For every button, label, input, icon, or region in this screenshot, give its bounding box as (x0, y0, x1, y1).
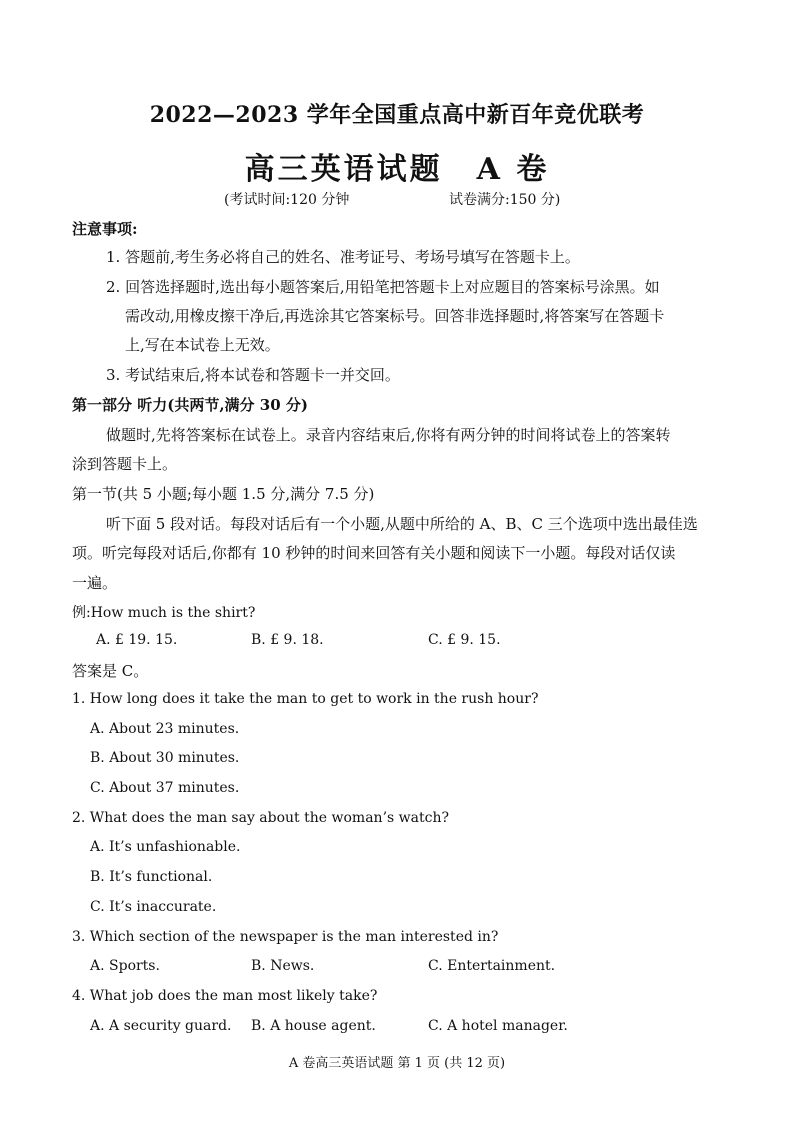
exam-title: 2022—2023 学年全国重点高中新百年竞优联考 (149, 102, 645, 128)
question-3-stem: 3. Which section of the newspaper is the man interested in? (72, 929, 499, 945)
question-2-option-a: A. It’s unfashionable. (90, 839, 241, 855)
question-3-option-c: C. Entertainment. (428, 958, 556, 974)
section1-line-3: 一遍。 (72, 574, 118, 592)
question-4-option-a: A. A security guard. (90, 1018, 232, 1034)
question-1-option-a: A. About 23 minutes. (90, 721, 240, 737)
section1-line-2: 项。听完每段对话后,你都有 10 秒钟的时间来回答有关小题和阅读下一小题。每段对话仅读 (72, 544, 676, 562)
full-score: 试卷满分:150 分) (449, 192, 561, 208)
question-2-option-b: B. It’s functional. (90, 869, 213, 885)
part1-heading: 第一部分 听力(共两节,满分 30 分) (72, 396, 308, 414)
question-1-option-b: B. About 30 minutes. (90, 750, 240, 766)
example-option-c: C. £ 9. 15. (428, 632, 501, 648)
paper-title (0, 144, 794, 188)
notice-heading: 注意事项: (72, 220, 138, 238)
question-2-option-c: C. It’s inaccurate. (90, 899, 217, 915)
question-3-option-b: B. News. (251, 958, 315, 974)
question-4-option-c: C. A hotel manager. (428, 1018, 568, 1034)
part1-instruction-line-1: 做题时,先将答案标在试卷上。录音内容结束后,你将有两分钟的时间将试卷上的答案转 (106, 426, 671, 444)
example-answer: 答案是 C。 (72, 662, 149, 680)
volume-label: A 卷 (476, 152, 550, 187)
notice-item-2-line-3: 上,写在本试卷上无效。 (125, 336, 280, 354)
question-3-option-a: A. Sports. (90, 958, 160, 974)
question-4-stem: 4. What job does the man most likely take? (72, 988, 378, 1004)
page-footer: A 卷高三英语试题 第 1 页 (共 12 页) (288, 1056, 506, 1071)
exam-time: (考试时间:120 分钟 (224, 192, 350, 208)
part1-instruction-line-2: 涂到答题卡上。 (72, 455, 178, 473)
example-question: 例:How much is the shirt? (72, 605, 256, 621)
notice-item-2-line-2: 需改动,用橡皮擦干净后,再选涂其它答案标号。回答非选择题时,将答案写在答题卡 (125, 307, 665, 325)
subject-title: 高三英语试题 (244, 152, 443, 187)
notice-item-1: 1. 答题前,考生务必将自己的姓名、准考证号、考场号填写在答题卡上。 (106, 248, 580, 266)
notice-item-3: 3. 考试结束后,将本试卷和答题卡一并交回。 (106, 366, 400, 384)
question-2-stem: 2. What does the man say about the woman’s watch? (72, 810, 449, 826)
section1-heading: 第一节(共 5 小题;每小题 1.5 分,满分 7.5 分) (72, 485, 375, 503)
question-4-option-b: B. A house agent. (251, 1018, 376, 1034)
notice-item-2-line-1: 2. 回答选择题时,选出每小题答案后,用铅笔把答题卡上对应题目的答案标号涂黑。如 (106, 278, 660, 296)
section1-line-1: 听下面 5 段对话。每段对话后有一个小题,从题中所给的 A、B、C 三个选项中选出最佳选 (106, 515, 698, 533)
example-option-b: B. £ 9. 18. (251, 632, 324, 648)
question-1-stem: 1. How long does it take the man to get to work in the rush hour? (72, 691, 539, 707)
question-1-option-c: C. About 37 minutes. (90, 780, 240, 796)
example-option-a: A. £ 19. 15. (96, 632, 178, 648)
